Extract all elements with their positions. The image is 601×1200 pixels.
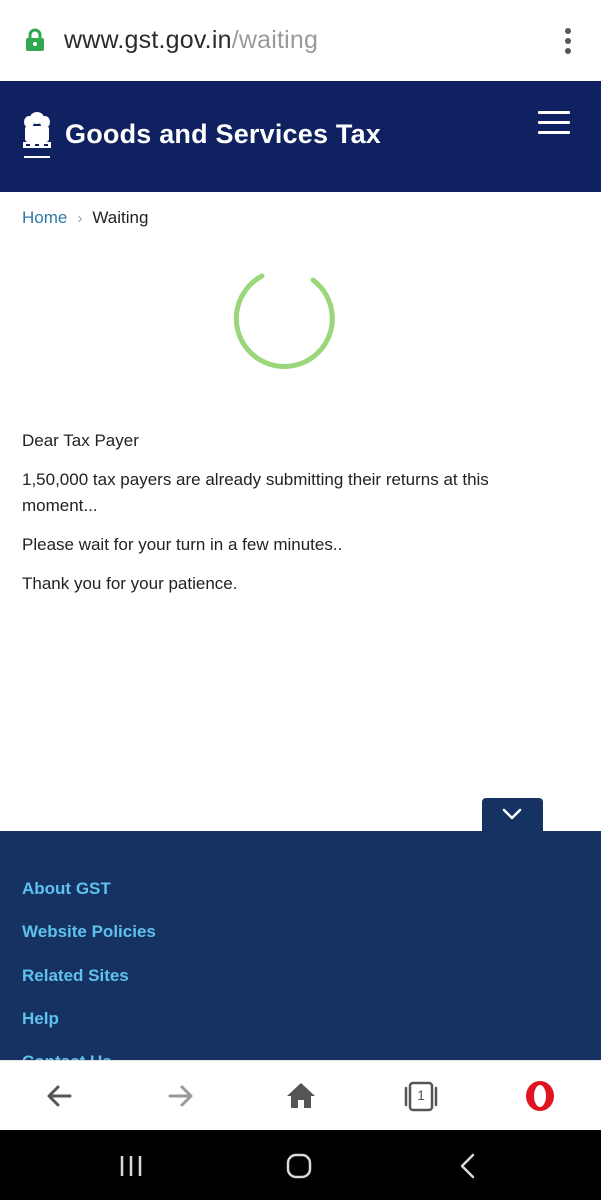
- lock-icon: [24, 28, 46, 52]
- home-icon[interactable]: [281, 1078, 321, 1114]
- loading-spinner: [236, 266, 342, 370]
- footer-link-related-sites[interactable]: Related Sites: [22, 966, 129, 985]
- breadcrumb-home-link[interactable]: Home: [22, 208, 68, 227]
- kebab-menu-icon[interactable]: [558, 27, 578, 55]
- national-emblem-logo: [20, 110, 54, 164]
- thank-you-text: Thank you for your patience.: [22, 574, 238, 593]
- waiting-message: [22, 428, 542, 610]
- recents-icon[interactable]: [111, 1150, 151, 1182]
- greeting-text: Dear Tax Payer: [22, 431, 139, 450]
- system-navigation-bar: [0, 1130, 601, 1200]
- url-host: www.gst.gov.in: [64, 26, 232, 54]
- footer-toggle-button[interactable]: [482, 798, 543, 832]
- browser-toolbar: [0, 1060, 601, 1130]
- footer-link-website-policies[interactable]: Website Policies: [22, 922, 156, 941]
- opera-icon[interactable]: [520, 1078, 560, 1114]
- site-footer: [0, 831, 601, 1060]
- hamburger-menu-icon[interactable]: [536, 109, 570, 137]
- tabs-button[interactable]: [401, 1078, 441, 1114]
- arrow-left-icon[interactable]: [40, 1078, 80, 1114]
- footer-link-help[interactable]: Help: [22, 1009, 59, 1028]
- site-title: Goods and Services Tax: [65, 119, 382, 149]
- back-chevron-icon[interactable]: [448, 1150, 488, 1182]
- home-circle-icon[interactable]: [279, 1150, 319, 1182]
- url-field[interactable]: [64, 26, 318, 55]
- breadcrumb: [22, 208, 148, 228]
- breadcrumb-separator-icon: ›: [77, 210, 83, 227]
- load-status-text: 1,50,000 tax payers are already submitting their returns at this moment...: [22, 470, 489, 515]
- chevron-down-icon: [501, 807, 523, 821]
- url-path: /waiting: [231, 26, 319, 54]
- site-header: [0, 81, 601, 192]
- wait-instruction-text: Please wait for your turn in a few minutes..: [22, 535, 343, 554]
- arrow-right-icon[interactable]: [160, 1078, 200, 1114]
- breadcrumb-current: Waiting: [92, 208, 149, 227]
- browser-address-bar: [0, 0, 601, 81]
- tab-count: 1: [417, 1087, 425, 1103]
- footer-link-about-gst[interactable]: About GST: [22, 879, 111, 898]
